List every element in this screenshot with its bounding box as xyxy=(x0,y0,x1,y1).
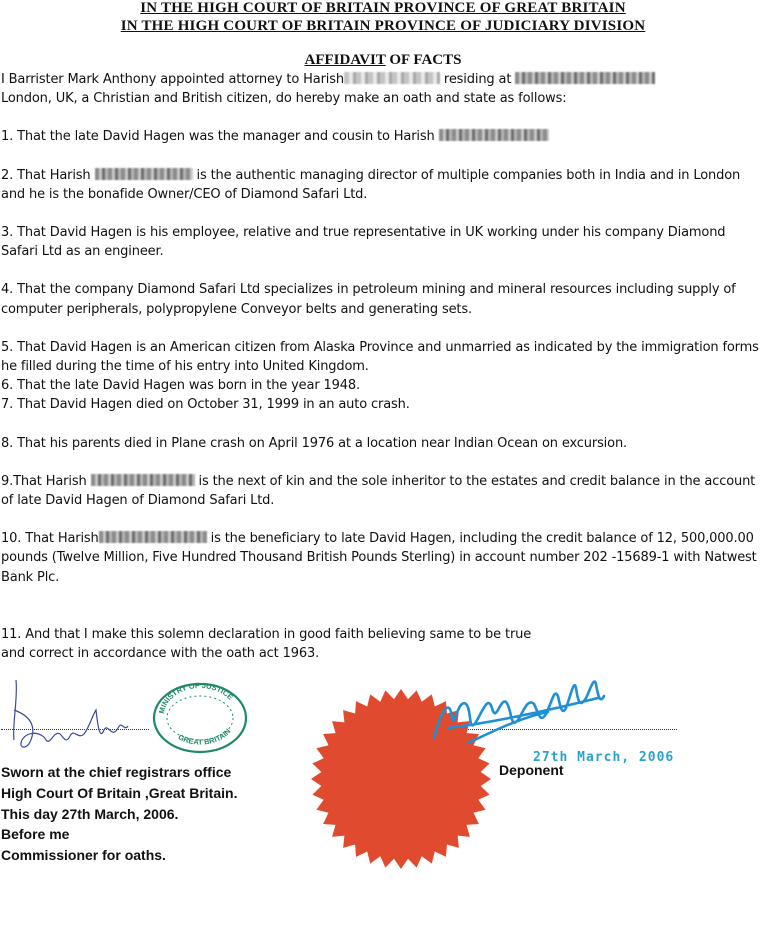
clause-11-text-a: 11. And that I make this solemn declaration in good faith believing same to be true xyxy=(1,626,532,642)
ministry-stamp xyxy=(150,676,250,756)
clause-7: 7. That David Hagen died on October 31, 1999 in an auto crash. xyxy=(1,397,410,413)
sworn-line-1: Sworn at the chief registrars office xyxy=(1,764,232,780)
clause-11 xyxy=(1,625,761,663)
redacted-name xyxy=(91,474,195,486)
clause-10-text-b: is the beneficiary to late David Hagen, including the credit balance of 12, 500,000.00 pounds (Twelve Million, Five Hundred Thousand British Pounds Sterling) in account number 202 -15689-1 with Natwest Bank Plc. xyxy=(1,531,757,585)
court-header-line-2: IN THE HIGH COURT OF BRITAIN PROVINCE OF JUDICIARY DIVISION xyxy=(120,18,646,34)
clause-1-text: 1. That the late David Hagen was the manager and cousin to Harish xyxy=(1,129,439,145)
court-header-line-1: IN THE HIGH COURT OF BRITAIN PROVINCE OF GREAT BRITAIN xyxy=(140,0,626,16)
deponent-label: Deponent xyxy=(499,762,564,778)
redacted-name xyxy=(95,168,193,180)
clause-5: 5. That David Hagen is an American citizen from Alaska Province and unmarried as indicated by the immigration forms he filled during the time of his entry into United Kingdom. xyxy=(1,339,759,375)
affidavit-body xyxy=(1,70,761,663)
clause-9-text-a: 9.That Harish xyxy=(1,473,91,489)
clause-2 xyxy=(1,166,761,204)
sworn-line-4: Before me xyxy=(1,826,70,843)
clause-2-text-a: 2. That Harish xyxy=(1,167,95,183)
clause-8: 8. That his parents died in Plane crash on April 1976 at a location near Indian Ocean on excursion. xyxy=(1,435,628,451)
sworn-block xyxy=(1,762,237,866)
intro-text-a: I Barrister Mark Anthony appointed attorney to Harish xyxy=(1,72,344,87)
sworn-line-3: This day 27th March, 2006. xyxy=(1,805,179,822)
clause-2-text-b: is the authentic managing director of multiple companies both in India and in London and he is the bonafide Owner/CEO of Diamond Safari Ltd. xyxy=(1,167,741,202)
document-title xyxy=(0,52,766,69)
deponent-signature xyxy=(428,668,618,758)
clause-6: 6. That the late David Hagen was born in the year 1948. xyxy=(1,378,360,394)
sworn-line-5: Commissioner for oaths. xyxy=(1,847,166,864)
redacted-name xyxy=(344,72,440,84)
redacted-name xyxy=(99,531,207,543)
stamp-date: 27th March, 2006 xyxy=(533,750,675,765)
sworn-line-2: High Court Of Britain ,Great Britain. xyxy=(1,784,238,801)
clause-10 xyxy=(1,529,761,587)
title-affidavit: AFFIDAVIT xyxy=(304,52,386,68)
redacted-address xyxy=(515,72,655,84)
clause-1 xyxy=(1,127,761,146)
intro-paragraph xyxy=(1,70,761,108)
stamp-bottom-text: GREAT BRITAIN xyxy=(176,726,233,747)
commissioner-signature xyxy=(8,670,138,760)
clause-9-text-b: is the next of kin and the sole inheritor to the estates and credit balance in the account of late David Hagen of Diamond Safari Ltd. xyxy=(1,473,756,509)
intro-text-c: London, UK, a Christian and British citizen, do hereby make an oath and state as follows: xyxy=(1,91,567,107)
redacted-name xyxy=(439,129,549,141)
clause-11-text-b: and correct in accordance with the oath act 1963. xyxy=(1,646,320,662)
clause-10-text-a: 10. That Harish xyxy=(1,531,99,547)
stamp-top-text: MINISTRY OF JUSTICE xyxy=(156,680,235,715)
title-rest: OF FACTS xyxy=(385,52,462,68)
clause-3: 3. That David Hagen is his employee, relative and true representative in UK working under his company Diamond Safari Ltd as an engineer. xyxy=(1,225,726,260)
clause-4: 4. That the company Diamond Safari Ltd specializes in petroleum mining and mineral resources including supply of computer peripherals, polypropylene Conveyor belts and generating sets. xyxy=(1,282,736,317)
intro-text-b: residing at xyxy=(439,72,516,87)
clause-9 xyxy=(1,472,761,510)
